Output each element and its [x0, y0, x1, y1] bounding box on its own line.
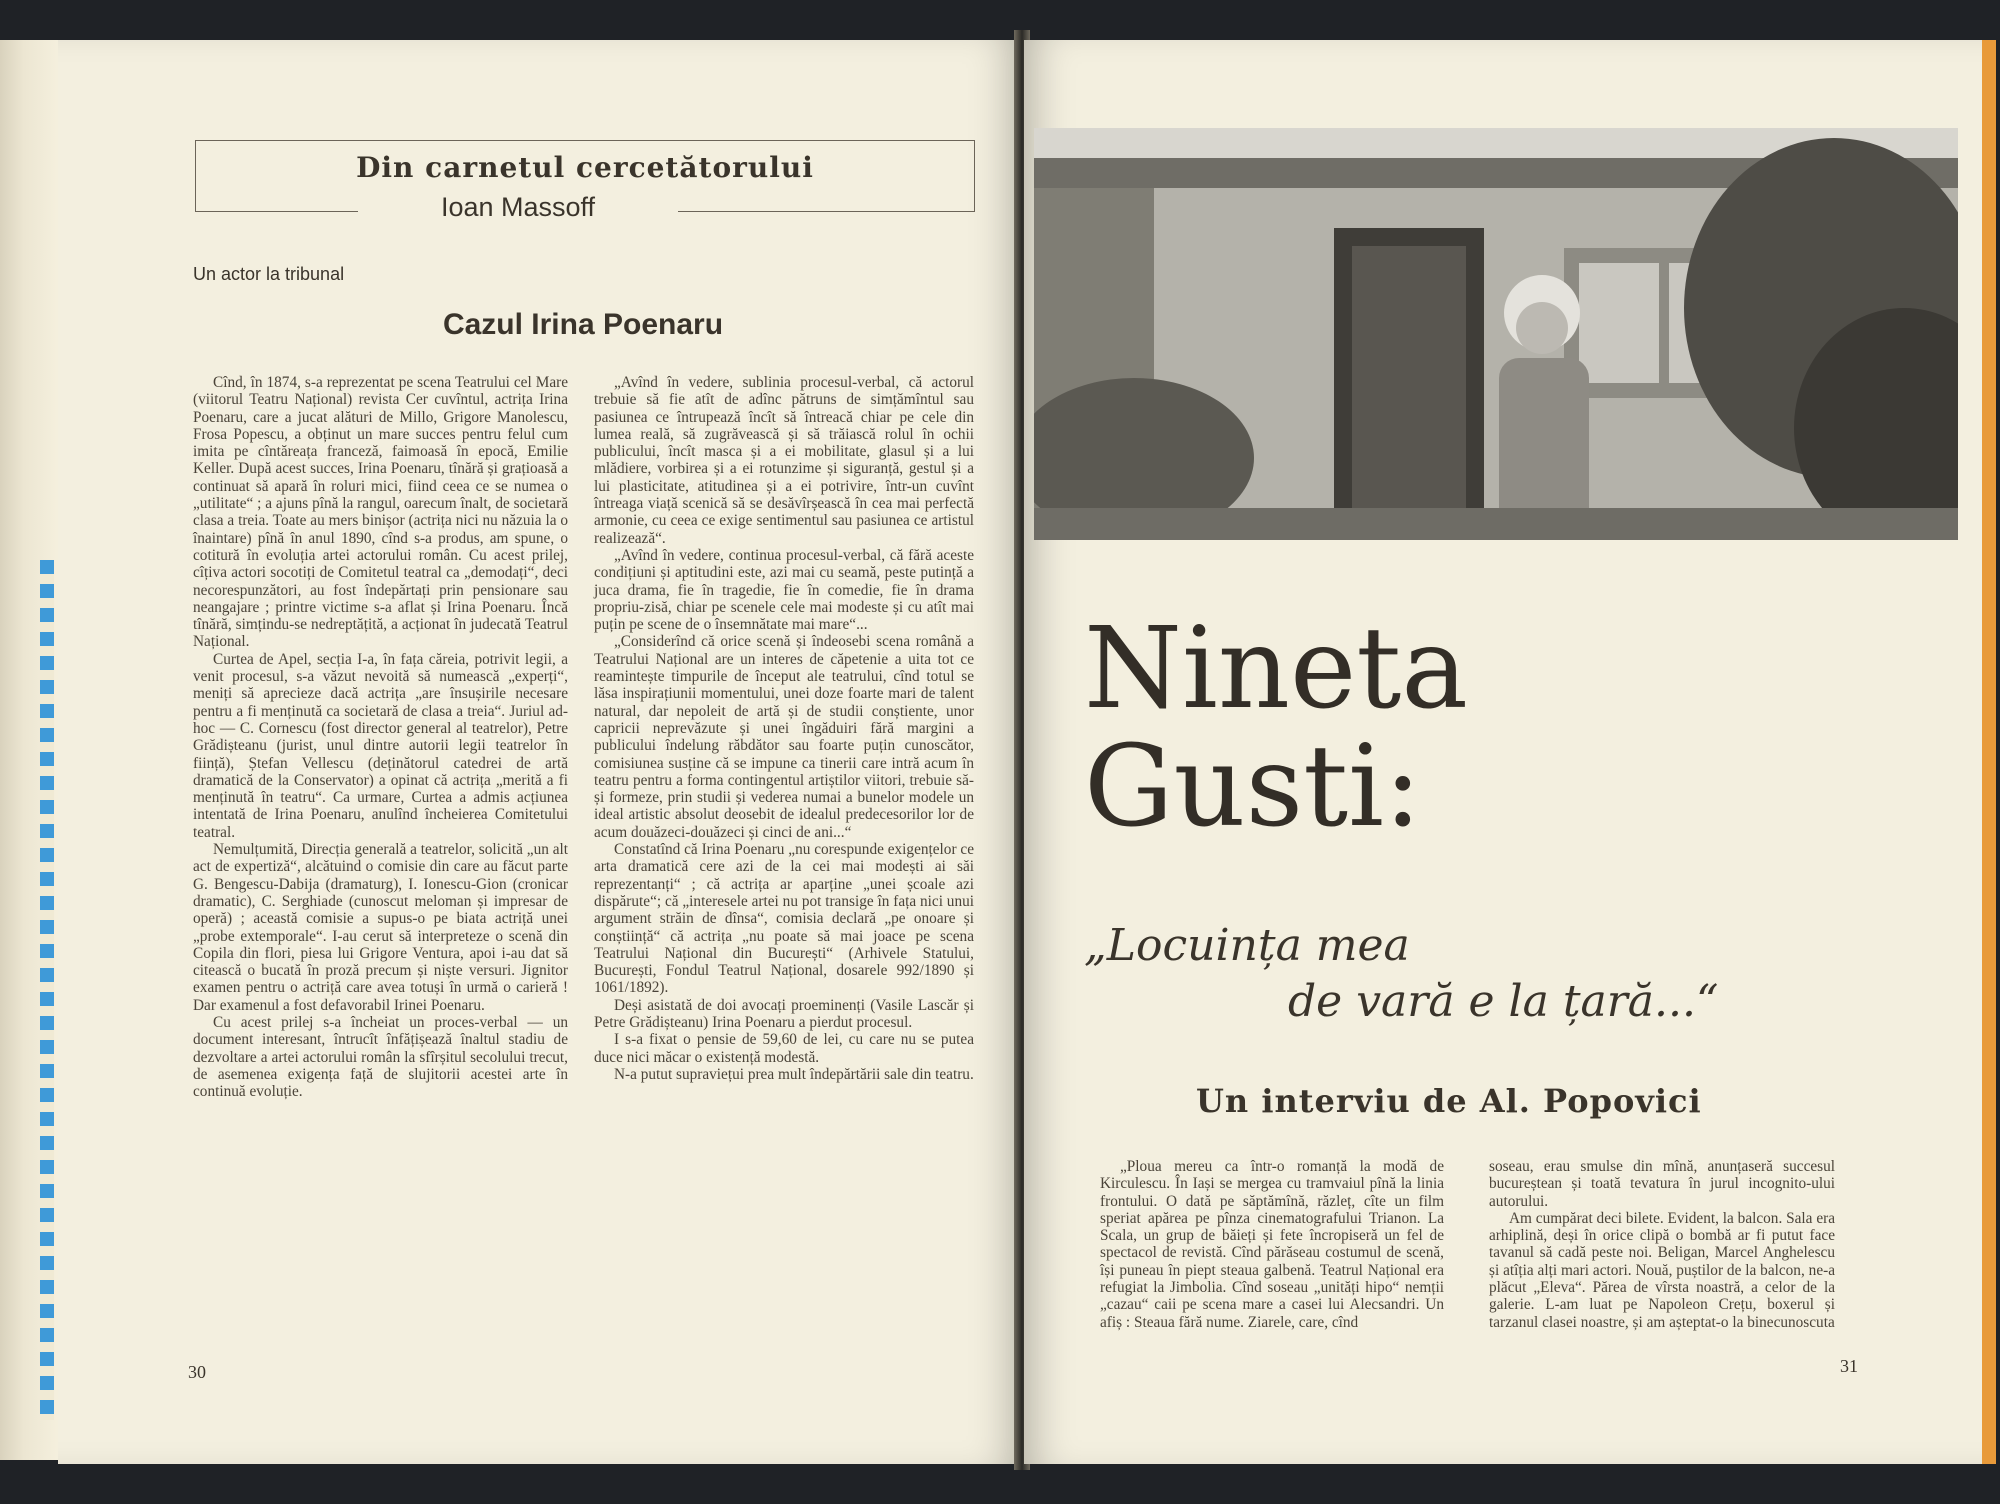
left-page — [58, 40, 1020, 1464]
paragraph: Am cumpărat deci bilete. Evident, la balcon. Sala era arhiplină, deși în orice clipă o bombă ar fi putut face tavanul să cadă peste noi. Beligan, Marcel Anghelescu și atîția alți mari actori. Nouă, puștilor de la balcon, ne-a plăcut „Eleva“. Părea de vîrsta noastră, a celor de la galerie. L-am luat pe Napoleon Crețu, boxerul și tarzanul clasei noastre, și am așteptat-o la binecunoscuta — [1489, 1209, 1835, 1331]
paragraph: Deși asistată de doi avocați proeminenți (Vasile Lascăr și Petre Grădișteanu) Irina Poenaru a pierdut procesul. — [594, 996, 974, 1031]
paragraph: I s-a fixat o pensie de 59,60 de lei, cu care nu se putea duce nici măcar o existență modestă. — [594, 1031, 974, 1066]
right-page — [1024, 40, 1982, 1464]
interview-byline: Un interviu de Al. Popovici — [1196, 1082, 1702, 1120]
paragraph: Nemulțumită, Direcția generală a teatrelor, solicită „un alt act de expertiză“, alcătuind o comisie din care au făcut parte G. Bengescu-Dabija (dramaturg), I. Ionescu-Gion (cronicar dramatic), C. Serghiade (cunoscut meloman și impresar de operă) ; această comisie a supus-o pe biata actriță unei „probe extemporale“. I-au cerut să interpreteze o scenă din Copila din flori, piesa lui Grigore Ventura, apoi i-au dat să citească o bucată în proză precum și niște versuri. Jignitor examen pentru o actriță care avea totuși în urmă o carieră ! Dar examenul a fost defavorabil Irinei Poenaru. — [193, 841, 568, 1014]
photo-illustration — [1034, 128, 1958, 540]
blue-page-tabs — [40, 560, 54, 1420]
paragraph: N-a putut supraviețui prea mult îndepărtării sale din teatru. — [614, 1065, 974, 1083]
paragraph: Curtea de Apel, secția I-a, în fața căreia, potrivit legii, a venit procesul, s-a văzut nevoită să numească „experți“, meniți să aprecieze dacă actrița „are însușirile necesare pentru a fi menținută ca societară de clasa a treia“. Juriul ad-hoc — C. Cornescu (fost director general al teatrelor), Petre Grădișteanu (jurist, unul dintre autorii legii teatrelor în ființă), Ștefan Vellescu (deținătorul catedrei de artă dramatică de la Conservator) a opinat că actrița „merită a fi menținută în teatru“. Ca urmare, Curtea a admis acțiunea intentată de Irina Poenaru, anulînd încheierea Comitetului teatral. — [193, 650, 568, 841]
page-number-left: 30 — [188, 1362, 206, 1382]
paragraph: „Ploua mereu ca într-o romanță la modă de Kirculescu. În Iași se mergea cu tramvaiul pînă la linia frontului. O dată pe săptămînă, răzleț, cîte un film speriat apărea pe pînza cinematografului Trianon. La Scala, un grup de băieți și fete încropiseră un fel de spectacol de revistă. Cînd părăseau costumul de scenă, își puneau în piept steaua galbenă. Teatrul Național era refugiat la Jimbolia. Cînd soseau „unități hipo“ nemții „cazau“ caii pe scena mare a casei lui Alecsandri. Un afiș : Steaua fără nume. Ziarele, care, cînd — [1100, 1158, 1444, 1331]
right-column-1 — [1100, 1158, 1444, 1331]
quote-line-1: „Locuința mea — [1084, 920, 1410, 971]
title-line-2: Gusti: — [1084, 722, 1422, 852]
left-column-2 — [594, 374, 974, 1083]
article-headline: Cazul Irina Poenaru — [442, 308, 724, 341]
right-column-2 — [1489, 1158, 1835, 1331]
paragraph: „Avînd în vedere, continua procesul-verbal, că fără aceste condițiuni și aptitudini este, azi mai cu seamă, peste putință a juca drama, fie în tragedie, fie în comedie, fie în drama propriu-zisă, chiar pe scenele cele mai modeste și cu atît mai puțin pe scene de o însemnătate mai mare“... — [594, 546, 974, 634]
paragraph: Cu acest prilej s-a încheiat un proces-verbal — un document interesant, întrucît înfățișează înaltul stadiu de dezvoltare a artei actorului român la sfîrșitul secolului trecut, de asemenea exigența față de slujitorii acestei arte în continuă evoluție. — [193, 1013, 568, 1101]
interview-title — [1084, 604, 1469, 852]
title-line-1: Nineta — [1084, 604, 1469, 734]
quote-line-2: de vară e la țară...“ — [1288, 976, 1719, 1027]
page-number-right: 31 — [1840, 1356, 1858, 1376]
left-column-1 — [193, 374, 568, 1100]
paragraph: Cînd, în 1874, s-a reprezentat pe scena Teatrului cel Mare (viitorul Teatru Național) revista Cer cuvîntul, actrița Irina Poenaru, care a jucat alături de Millo, Grigore Manolescu, Frosa Popescu, a obținut un mare succes pentru felul cum imita pe cîntăreața franceză, faimoasă în epocă, Emilie Keller. După acest succes, Irina Poenaru, tînără și grațioasă a continuat să apară în roluri mici, fiind ceea ce se numea o „utilitate“ ; a ajuns pînă la rangul, oarecum înalt, de societară clasa a treia. Toate au mers binișor (actrița nici nu năzuia la o înaintare) pînă în anul 1890, cînd s-a produs, am spune, o cotitură în evoluția artei actorului român. Cu acest prilej, cîțiva actori socotiți de Comitetul teatral ca „demodați“, deci necorespunzători, au fost îndepărtați prin pensionare sau neangajare ; printre victime s-a aflat și Irina Poenaru. Încă tînără, simțindu-se nedreptățită, a acționat în judecată Teatrul Național. — [193, 374, 568, 651]
paragraph: „Considerînd că orice scenă și îndeosebi scena română a Teatrului Național are un interes de căpetenie a uita tot ce reamintește timpurile de început ale teatrului, cînd totul se lăsa inspirațiunii momentului, unei doze foarte mari de talent natural, dar nepoleit de artă și de studii conștiente, unor capricii neprevăzute și unei îngăduiri fără margini a publicului îndelung răbdător sau foarte puțin cunoscător, comisiunea susține că se impune ca tinerii care intră acum în teatru pentru a forma contingentul artiștilor viitori, trebuie să-și formeze, prin studii și vederea numai a bunelor modele un ideal artistic absolut deosebit de idealul predecesorilor lor de acum douăzeci-douăzeci și cinci de ani...“ — [594, 633, 974, 841]
article-kicker: Un actor la tribunal — [193, 264, 345, 284]
rubric-title: Din carnetul cercetătorului — [356, 151, 814, 184]
article-author: Ioan Massoff — [358, 192, 678, 223]
paragraph: soseau, erau smulse din mînă, anunțaseră succesul bucureștean și toată tevatura în jurul incognito-ului autorului. — [1489, 1158, 1835, 1210]
paragraph: „Avînd în vedere, sublinia procesul-verbal, că actorul trebuie să fie atît de adînc pătruns de simțămîntul sau pasiunea ce întrupează încît să întreacă chiar pe cele din lumea reală, să zugrăvească și să trăiască rolul în ochii publicului, încît masca și a ei mobilitate, glasul și a lui mlădiere, vorbirea și a ei rotunzime și siguranță, gestul și a lui plasticitate, atitudinea și a ei potrivire, într-un cuvînt întreaga viață scenică să se desăvîrșească în cea mai perfectă armonie, cu ceea ce exige sentimentul sau pasiunea ce artistul realizează“. — [594, 374, 974, 547]
portrait-photo — [1034, 128, 1958, 540]
paragraph: Constatînd că Irina Poenaru „nu corespunde exigențelor ce arta dramatică cere azi de la cei mai modești ai săi reprezentanți“ ; că actrița ar aparține „unei școale azi dispărute“; că „interesele artei nu pot transige în fața nici unui argument străin de dînsa“, comisia declară „pe onoare și conștiință“ că actrița „nu poate să mai joace pe scena Teatrului Național din București“ (Arhivele Statului, București, Fondul Teatrul Național, dosarele 992/1890 și 1061/1892). — [594, 841, 974, 997]
cover-edge-orange — [1982, 40, 1996, 1464]
